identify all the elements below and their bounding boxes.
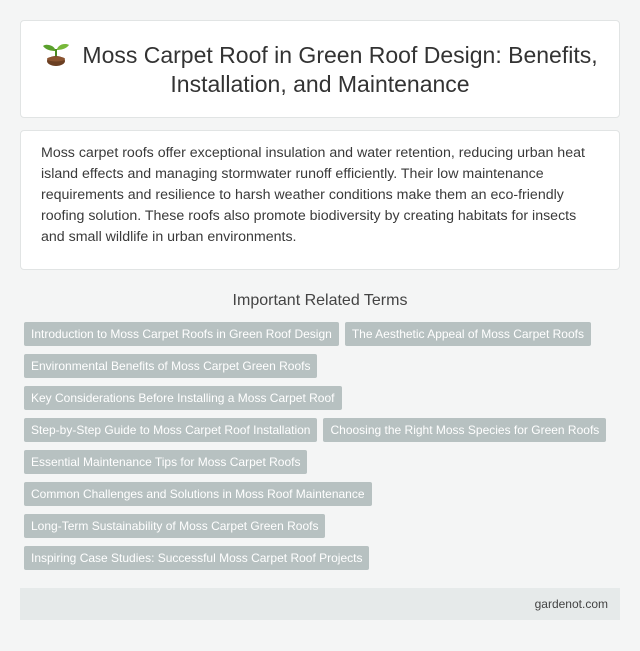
related-term-tag[interactable]: Common Challenges and Solutions in Moss Roof Maintenance xyxy=(24,482,372,506)
description-card xyxy=(20,130,620,270)
related-terms-list xyxy=(20,322,620,570)
page-title xyxy=(41,40,599,99)
related-term-tag[interactable]: Long-Term Sustainability of Moss Carpet Green Roofs xyxy=(24,514,325,538)
description-text: Moss carpet roofs offer exceptional insulation and water retention, reducing urban heat island effects and managing stormwater runoff efficiently. Their low maintenance requirements and resilience to harsh weather conditions make them an eco-friendly roofing solution. These roofs also promote biodiversity by creating habitats for insects and small wildlife in urban environments. xyxy=(41,145,585,245)
related-terms-heading: Important Related Terms xyxy=(232,292,408,309)
related-term-tag[interactable]: Introduction to Moss Carpet Roofs in Green Roof Design xyxy=(24,322,339,346)
footer xyxy=(20,588,620,620)
related-term-tag[interactable]: Key Considerations Before Installing a Moss Carpet Roof xyxy=(24,386,342,410)
related-term-tag[interactable]: Environmental Benefits of Moss Carpet Green Roofs xyxy=(24,354,317,378)
related-term-tag[interactable]: Step-by-Step Guide to Moss Carpet Roof Installation xyxy=(24,418,317,442)
related-term-tag[interactable]: The Aesthetic Appeal of Moss Carpet Roofs xyxy=(345,322,591,346)
related-term-tag[interactable]: Inspiring Case Studies: Successful Moss Carpet Roof Projects xyxy=(24,546,369,570)
title-card xyxy=(20,20,620,118)
related-term-tag[interactable]: Choosing the Right Moss Species for Green Roofs xyxy=(323,418,606,442)
page-title-text: Moss Carpet Roof in Green Roof Design: Benefits, Installation, and Maintenance xyxy=(82,41,598,97)
sprout-icon xyxy=(42,40,70,66)
related-term-tag[interactable]: Essential Maintenance Tips for Moss Carpet Roofs xyxy=(24,450,307,474)
footer-site-link[interactable]: gardenot.com xyxy=(534,597,608,611)
